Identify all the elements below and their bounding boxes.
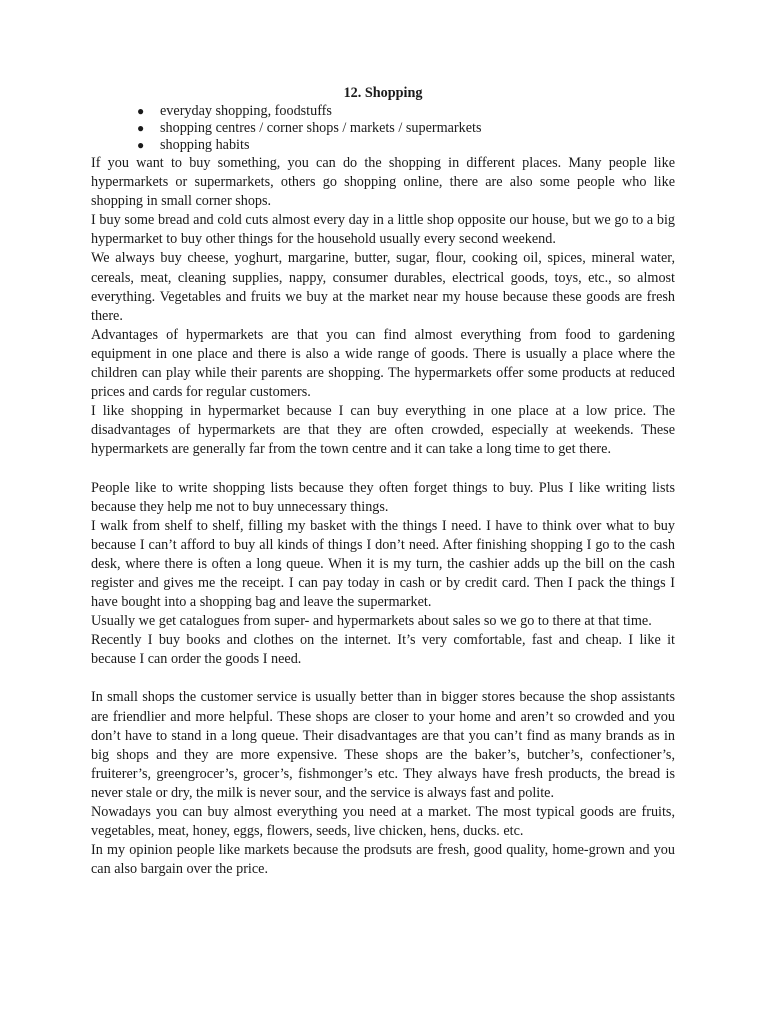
topic-item	[137, 137, 675, 154]
topic-item	[137, 120, 675, 137]
section-shopping-habits	[91, 479, 675, 670]
document-page	[91, 84, 675, 879]
paragraph: If you want to buy something, you can do the shopping in different places. Many people like hypermarkets or supermarkets, others go shopping online, there are also some people who like shopping in small corner shops.	[91, 155, 675, 210]
paragraph: We always buy cheese, yoghurt, margarine, butter, sugar, flour, cooking oil, spices, mineral water, cereals, meat, cleaning supplies, nappy, consumer durables, electrical goods, toys, etc., so almost everything. Vegetables and fruits we buy at the market near my house because these goods are fresh there.	[91, 250, 675, 324]
paragraph: Advantages of hypermarkets are that you can find almost everything from food to gardening equipment in one place and there is also a wide range of goods. There is usually a place where the children can play while their parents are shopping. The hypermarkets offer some products at reduced prices and cards for regular customers.	[91, 326, 675, 401]
topic-item	[137, 103, 675, 120]
paragraph-gap	[91, 460, 675, 479]
page-title: 12. Shopping	[343, 85, 423, 101]
topic-text: shopping centres / corner shops / markets / supermarkets	[160, 120, 482, 136]
paragraph: Recently I buy books and clothes on the internet. It’s very comfortable, fast and cheap. I like it because I can order the goods I need.	[91, 632, 675, 668]
bullet-icon: ●	[137, 138, 145, 152]
paragraph: I walk from shelf to shelf, filling my basket with the things I need. I have to think over what to buy because I can’t afford to buy all kinds of things I don’t need. After finishing shopping I go to the cash desk, where there is often a long queue. When it is my turn, the cashier adds up the bill on the cash register and gives me the receipt. I can pay today in cash or by credit card. Then I pack the things I have bought into a shopping bag and leave the supermarket.	[91, 517, 675, 611]
topic-text: shopping habits	[160, 137, 250, 153]
section-where-to-shop	[91, 154, 675, 460]
paragraph: I like shopping in hypermarket because I can buy everything in one place at a low price. The disadvantages of hypermarkets are that they are often crowded, especially at weekends. These hypermarkets are generally far from the town centre and it can take a long time to get there.	[91, 403, 675, 458]
paragraph: In small shops the customer service is usually better than in bigger stores because the shop assistants are friendlier and more helpful. These shops are closer to your home and aren’t so crowded and you don’t have to stand in a long queue. Their disadvantages are that you can’t find as many brands as in big shops and they are more expensive. These shops are the baker’s, butcher’s, confectioner’s, fruiterer’s, greengrocer’s, grocer’s, fishmonger’s etc. They always have fresh products, the bread is never stale or dry, the milk is never sour, and the service is always fast and polite.	[91, 689, 675, 801]
bullet-icon: ●	[137, 121, 145, 135]
paragraph: Usually we get catalogues from super- and hypermarkets about sales so we go to there at that time.	[91, 613, 652, 630]
topic-text: everyday shopping, foodstuffs	[160, 103, 332, 119]
topic-list	[91, 103, 675, 154]
section-small-shops-markets	[91, 688, 675, 879]
paragraph: Nowadays you can buy almost everything you need at a market. The most typical goods are fruits, vegetables, meat, honey, eggs, flowers, seeds, live chicken, hens, ducks. etc.	[91, 804, 675, 840]
paragraph-gap	[91, 669, 675, 688]
bullet-icon: ●	[137, 104, 145, 118]
paragraph: In my opinion people like markets because the prodsuts are fresh, good quality, home-grown and you can also bargain over the price.	[91, 842, 675, 878]
paragraph: I buy some bread and cold cuts almost every day in a little shop opposite our house, but we go to a big hypermarket to buy other things for the household usually every second weekend.	[91, 212, 675, 248]
paragraph: People like to write shopping lists because they often forget things to buy. Plus I like writing lists because they help me not to buy unnecessary things.	[91, 479, 675, 515]
